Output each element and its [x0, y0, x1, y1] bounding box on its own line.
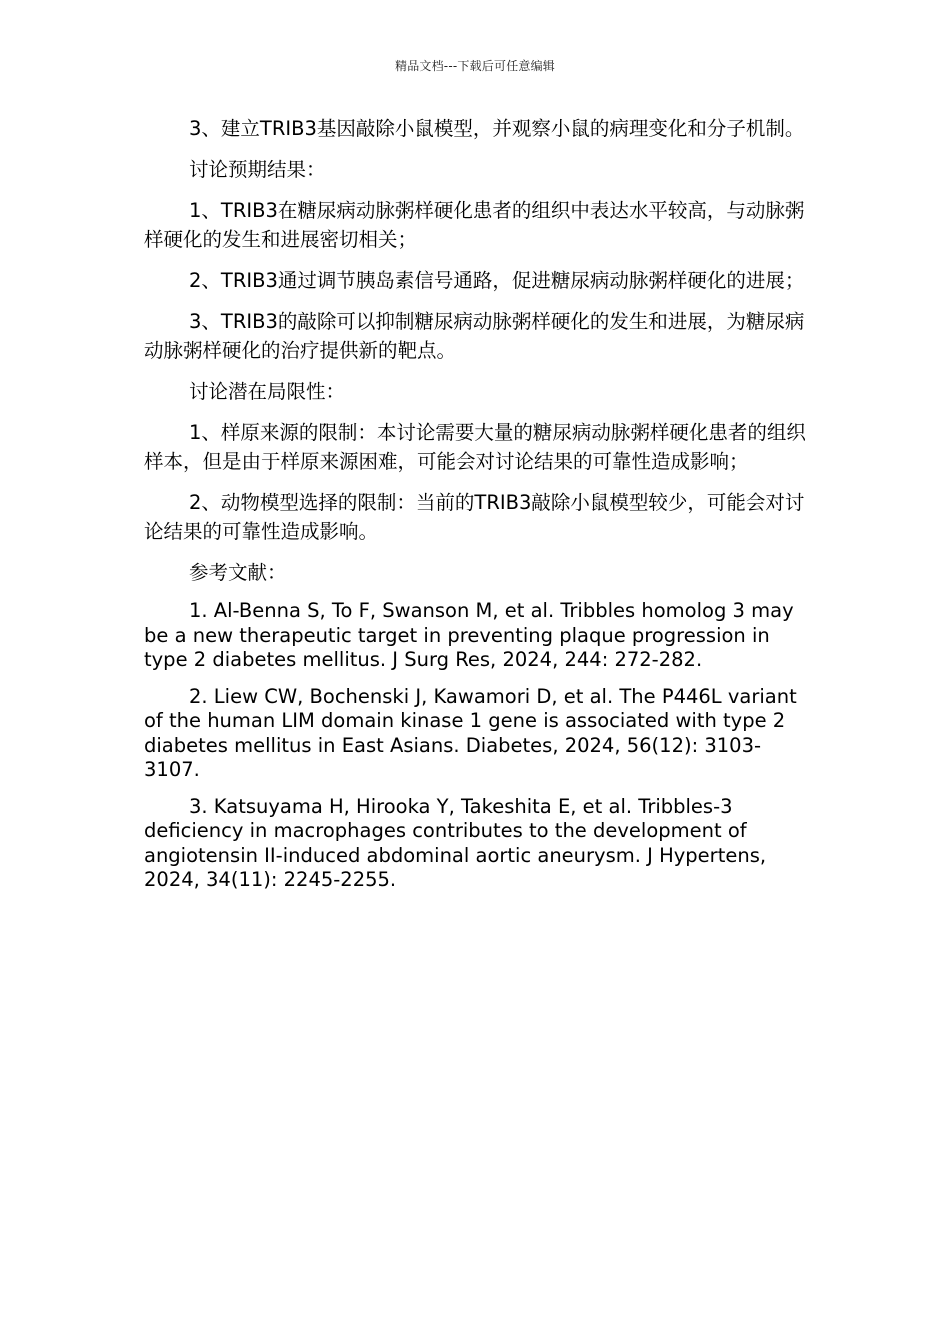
paragraph-result-1: 1、TRIB3在糖尿病动脉粥样硬化患者的组织中表达水平较高，与动脉粥样硬化的发生和进展密切相关； [144, 199, 805, 251]
document-body [144, 114, 808, 905]
heading-references: 参考文献： [189, 561, 287, 584]
reference-item-2: 2. Liew CW, Bochenski J, Kawamori D, et al. The P446L variant of the human LIM domain kinase 1 gene is associated with type 2 diabetes mellitus in East Asians. Diabetes, 2024, 56(12): 3103-3107. [144, 684, 797, 781]
page-header: 精品文档---下载后可任意编辑 [395, 59, 555, 73]
paragraph-limitation-2: 2、动物模型选择的限制：当前的TRIB3敲除小鼠模型较少，可能会对讨论结果的可靠性造成影响。 [144, 491, 805, 543]
reference-item-3: 3. Katsuyama H, Hirooka Y, Takeshita E, et al. Tribbles-3 deficiency in macrophages contributes to the development of angiotensin II-induced abdominal aortic aneurysm. J Hypertens, 2024, 34(11): 2245-2255. [144, 794, 767, 891]
reference-item-1: 1. Al-Benna S, To F, Swanson M, et al. Tribbles homolog 3 may be a new therapeutic target in preventing plaque progression in type 2 diabetes mellitus. J Surg Res, 2024, 244: 272-282. [144, 599, 794, 671]
heading-limitations: 讨论潜在局限性： [189, 380, 346, 403]
heading-expected-results: 讨论预期结果： [189, 158, 326, 181]
paragraph-result-2: 2、TRIB3通过调节胰岛素信号通路，促进糖尿病动脉粥样硬化的进展； [189, 269, 805, 292]
paragraph-result-3: 3、TRIB3的敲除可以抑制糖尿病动脉粥样硬化的发生和进展，为糖尿病动脉粥样硬化的治疗提供新的靶点。 [144, 310, 805, 362]
paragraph-limitation-1: 1、样原来源的限制：本讨论需要大量的糖尿病动脉粥样硬化患者的组织样本，但是由于样原来源困难，可能会对讨论结果的可靠性造成影响； [144, 421, 806, 473]
paragraph-method-3: 3、建立TRIB3基因敲除小鼠模型，并观察小鼠的病理变化和分子机制。 [189, 117, 805, 140]
